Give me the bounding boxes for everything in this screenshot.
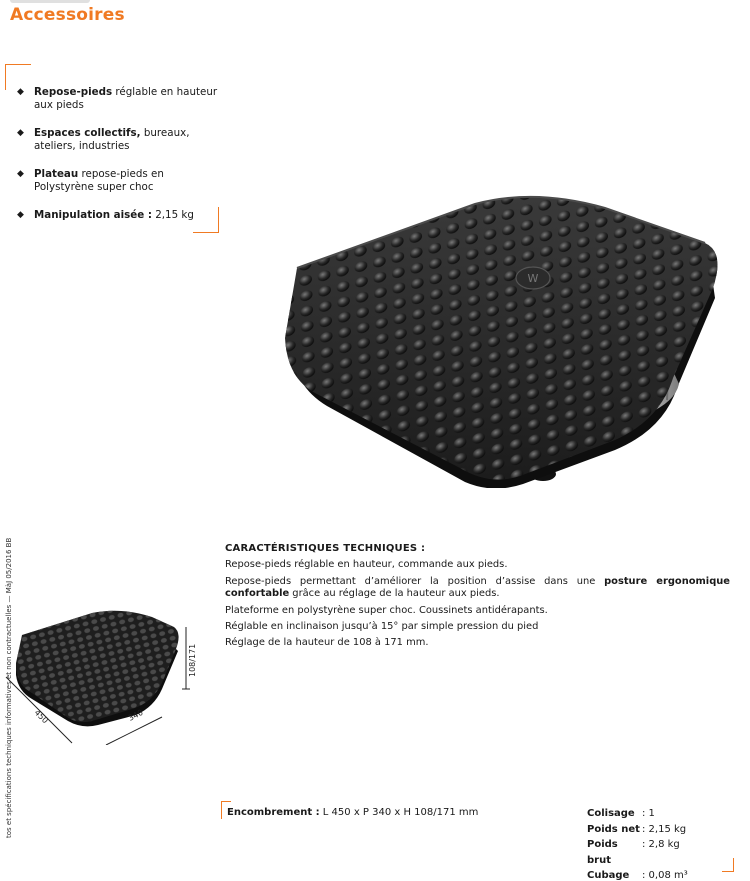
diamond-bullet-icon: ◆ — [17, 87, 24, 97]
technical-specs — [225, 543, 730, 654]
depth-dimension-label: 340 — [126, 707, 145, 723]
feature-item: ◆ Espaces collectifs, bureaux, ateliers, industries — [17, 127, 190, 152]
specs-heading: CARACTÉRISTIQUES TECHNIQUES : — [225, 543, 426, 554]
feature-item: ◆ Plateau repose-pieds en Polystyrène super choc — [17, 168, 164, 193]
feature-item: ◆ Repose-pieds réglable en hauteur aux pieds — [17, 86, 218, 111]
footrest-product-photo — [275, 188, 725, 488]
feature-list — [17, 86, 222, 237]
page-title: Accessoires — [10, 5, 125, 25]
packaging-info — [587, 806, 688, 881]
svg-text:W: W — [527, 272, 539, 285]
side-disclaimer: tos et spécifications techniques informatives et non contractuelles — MàJ 05/2016 BB — [5, 537, 13, 838]
packaging-row: Poids brut : 2,8 kg — [587, 839, 680, 866]
spec-line: Repose-pieds permettant d’améliorer la position d’assise dans une posture ergonomique confortable grâce au réglage de la hauteur aux pieds. — [225, 575, 730, 600]
dimension-diagram — [2, 605, 212, 745]
feature-item: ◆ Manipulation aisée : 2,15 kg — [17, 209, 194, 221]
diamond-bullet-icon: ◆ — [17, 210, 24, 220]
corner-bracket-page-end — [722, 858, 734, 872]
dimensions-value: L 450 x P 340 x H 108/171 mm — [319, 807, 479, 818]
packaging-row: Cubage : 0,08 m³ — [587, 870, 688, 881]
packaging-row: Poids net : 2,15 kg — [587, 823, 687, 835]
height-dimension-label: 108/171 — [188, 643, 197, 677]
overall-dimensions — [227, 807, 478, 818]
width-dimension-label: 450 — [32, 708, 50, 726]
spec-line: Plateforme en polystyrène super choc. Coussinets antidérapants. — [225, 604, 548, 616]
spec-line: Repose-pieds réglable en hauteur, commande aux pieds. — [225, 559, 508, 571]
dimensions-label: Encombrement : — [227, 807, 320, 818]
diamond-bullet-icon: ◆ — [17, 128, 24, 138]
top-tab-decoration — [10, 0, 90, 3]
spec-line: Réglable en inclinaison jusqu’à 15° par simple pression du pied — [225, 621, 539, 633]
spec-line: Réglage de la hauteur de 108 à 171 mm. — [225, 637, 429, 649]
packaging-row: Colisage : 1 — [587, 808, 655, 819]
diamond-bullet-icon: ◆ — [17, 169, 24, 179]
